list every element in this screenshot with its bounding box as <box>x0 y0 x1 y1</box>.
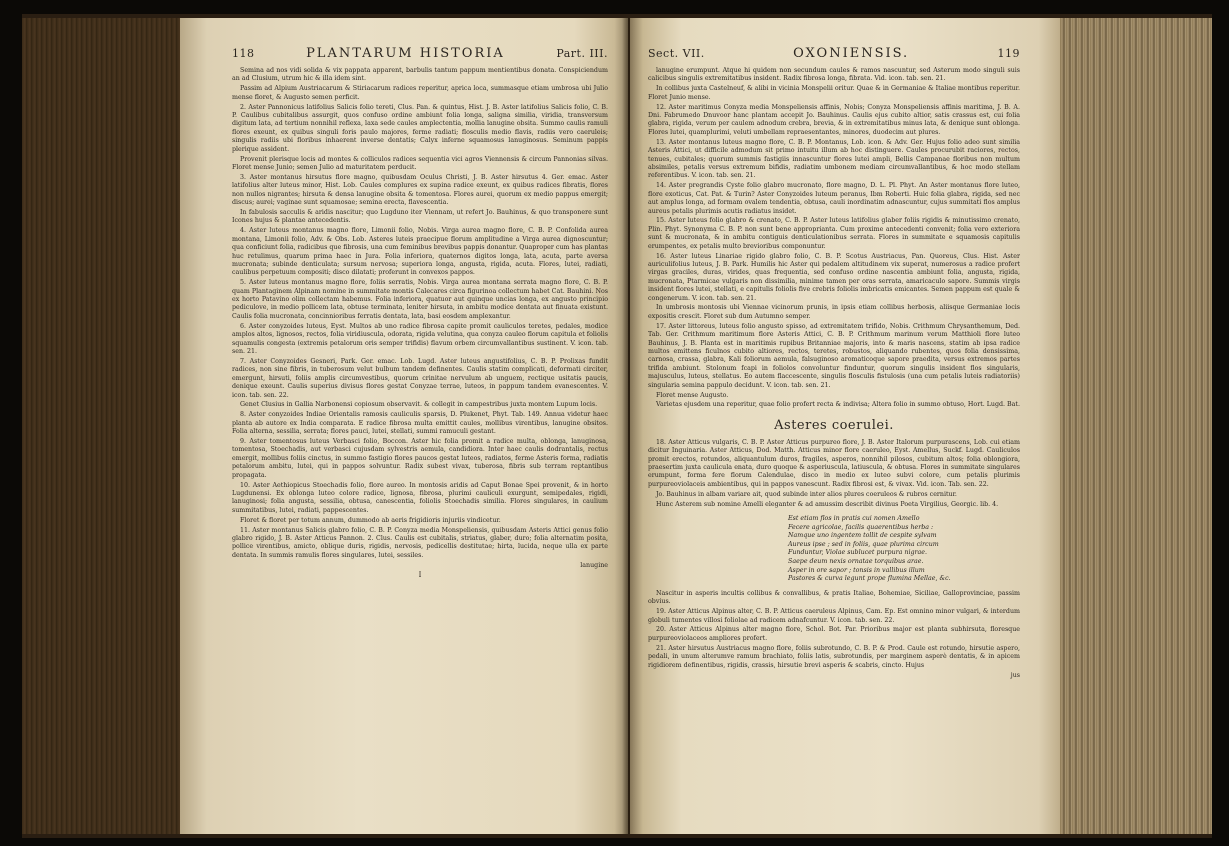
left-page-edges <box>22 18 180 834</box>
right-paragraph: Hunc Asterem sub nomine Amelli eleganter & ad amussim describit divinus Poeta Virgilius, Georgic. lib. 4. <box>656 500 999 508</box>
poem-line: Namque uno ingentem tollit de cespite sylvam <box>788 532 937 540</box>
right-running-head <box>648 46 1020 61</box>
left-paragraph: 2. Aster Pannonicus latifolius Salicis folio tereti, Clus. Pan. & quintus, Hist. J. B. Aster latifolius Salicis folio, C. B. P. Caulibus cubitalibus assurgit, quos confuso ordine ambiunt folia longa, saligna similia, viridia, transversum digitum lata, ad tertium nonnihil reflexa, laxa sede caules amplectentia, mollia lanugine obsita. Summo caulis ramuli flores exeunt, ex quibus singuli foris paulo majores, ferme radiati; flosculis medio flavis, radiis vero caeruleis; singulis radiis ubi floribus inhaerent inverse dentatis; Calyx inferne squamosus lanuginosus. Seminum pappis plerique assident. <box>232 103 608 153</box>
left-paragraph: In fabulosis sacculis & aridis nascitur; quo Lugduno iter Viennam, ut refert Jo. Bauhinus, & quo transponere sunt Icones hujus & plantae antecedentis. <box>232 209 608 225</box>
right-paragraph: Floret mense Augusto. <box>656 391 729 399</box>
left-running-head <box>232 46 608 61</box>
right-paragraph: In collibus juxta Castelneuf, & alibi in vicinia Monspelii oritur. Quae & in Germaniae & Italiae montibus reperitur. Floret Junio mense. <box>648 85 1020 101</box>
left-page <box>180 18 628 834</box>
right-page-number: 119 <box>997 47 1020 60</box>
right-paragraph: Varietas ejusdem una reperitur, quae folio profert recta & indivisa; Altera folio in summo obtuso, Hort. Lugd. Bat. <box>656 401 1020 409</box>
left-paragraph: Provenit plerisque locis ad montes & colliculos radices sequentia vici agros Viennensis & circum Pannonias silvas. Floret mense Junio; semen Julio ad maturitatem perducit. <box>232 155 608 171</box>
left-signature-mark: I <box>418 571 422 580</box>
right-paragraph: 14. Aster pregrandis Cyste folio glabro mucronato, flore magno, D. L. Pl. Phyt. An Aster montanus flore luteo, flore exoticus, Cat. Pat. & Turin? Aster Conyzoides luteum peranus, Ibm Roberti. Huic folia glabra, rigida, sed nec aut amplus longa, ad formam ovalem tendentia, obtusa, cauli inordinatim adnascuntur, cujus summitati flos amplus aureus petalis plurimis acutis radiatus insidet. <box>648 182 1020 215</box>
section-heading: Asteres coerulei. <box>774 417 894 433</box>
left-paragraph: 11. Aster montanus Salicis glabro folio, C. B. P. Conyza media Monspeliensis, quibusdam Asteris Attici genus folio glabro rigido, J. B. Aster Atticus Pannon. 2. Clus. Caulis est cubitalis, striatus, glaber, duro; folia alternatim posita, pollice virentibus, amicto, oblique duris, rigidis, nervosis, pedicellis destitutae; hirta, lucida, neque ulla ex parte dentata. In summis ramulis flores singulares, lutei, sessiles. <box>232 526 608 559</box>
right-paragraph: 19. Aster Atticus Alpinus alter, C. B. P. Atticus caeruleus Alpinus, Cam. Ep. Est omnino minor vulgari, & interdum globuli tumentes villosi foliolae ad radicem adnafcuntur. V. icon. tab. sen. 22. <box>648 608 1020 624</box>
right-paragraph: 13. Aster montanus luteus magno flore, C. B. P. Montanus, Lob. icon. & Adv. Ger. Hujus folio adeo sunt similia Asteris Attici, ut difficile admodum sit primo intuitu illum ab hoc distinguere. Caules procurubit raciores, rectos, tenues, cubitales; quorum summis fastigiis innascuntur flores lutei ampli, Bellis Campanae floribus non multum absimiles, petalis versus extremum bifidis, radiatim umbonem mediam circumvallantibus, & hoc modo stellam referentibus. V. icon. tab. sen. 21. <box>648 138 1020 180</box>
left-paragraph: 8. Aster conyzoides Indiae Orientalis ramosis cauliculis sparsis, D. Plukenet, Phyt. Tab. 149. Annua videtur haec planta ab autore ex India comparata. E radice fibrosa multa emittit caules, mollibus virentibus, lanugine obsitos. Folia alterna, sessilia, serrata; flores pauci, lutei, stellati, summi ramuculi gestant. <box>232 411 608 436</box>
right-page <box>630 18 1060 834</box>
left-paragraph: 3. Aster montanus hirsutus flore magno, quibusdam Oculus Christi, J. B. Aster hirsutus 4. Ger. emac. Aster latifolius alter luteus minor, Hist. Lob. Caules complures ex supina radice exeunt, ex quibus radices fibratis, flores non nullos nigrantes; hirsuta & densa lanugine obsita & tomentosa. Flores aurei, quorum ex medio pappus emergit; discus; aurei; vaginae sunt squamosae; semina erecta, flavescentia. <box>232 173 608 207</box>
left-catchword: lanugine <box>580 562 608 570</box>
right-paragraph: 17. Aster littoreus, luteus folio angusto spisso, ad extremitatem trifido, Nobis. Crithmum Chrysanthemum, Ded. Tab. Ger. Crithmum maritimum flore Asteris Attici, C. B. P. Crithmum marinum verum Matthioli flore luteo Bauhinus, J. B. Planta est in maritimis rupibus Britanniae majoris, into & maris nascens, statim ab ipsa radice multos emittens ficulnos cubito altiores, rectos, teretes, robustos, aliquando rubentes, quos folia densissima, carnosa, crassa, glabra, Kali foliorum aemula, falsuginoso aromaticoque sapore praedita, versus extremos partes trifida ambiunt. Stolonum fcapi in foliolos convoluntur finduntur, quorum singulis insident flos singularis, majusculus, luteus, stellatus. Eo autem flaccescente, singulis flosculis fistulosis (una cum petalis luteis radiatoriis) singularia semina pappulo decidunt. V. icon. tab. sen. 21. <box>648 322 1020 389</box>
right-page-edges <box>1060 18 1212 834</box>
left-part-label: Part. III. <box>556 47 608 60</box>
left-paragraph: 7. Aster Conyzoides Gesneri, Park. Ger. emac. Lob. Lugd. Aster luteus angustifolius, C. B. P. Prolixas fundit radices, non sine fibris, in tuberosum velut bulbum tandem definentes. Caulis statim complicati, deformati circiter, emergunt, hirsuti, foliis amplis circumvestibus, quorum crinitae nervulum ab unguem, rectique usitatis paucis, denique exeunt. Caulis superius divisus flores gestat Conyzae terrae, luteos, in pappum tandem evanescentes. V. icon. tab. sen. 22. <box>232 357 608 399</box>
left-paragraph: Floret & floret per totum annum, dummodo ab aeris frigidioris injuriis vindicetur. <box>240 516 501 524</box>
poem-line: Saepe deum nexis ornatae torquibus arae. <box>788 558 924 566</box>
right-running-title: OXONIENSIS. <box>793 46 910 61</box>
right-paragraph: 12. Aster maritimus Conyza media Monspeliensis affinis, Nobis; Conyza Monspeliensis affinis maritima, J. B. A. Dni. Fabrumedo Dnuvoor hanc plantam accepit Jo. Bauhinus. Caulis ejus cubito altior, satis crassus est, cui folia glabra, rigida, verum per caulem adnodum crebra, brevia, & in extremitatibus minus lata, & denique sunt oblonga. Flores lutei, quamplurimi, veluti umbellam repraesentantes, minores, duodecim aut plures. <box>648 103 1020 136</box>
left-paragraph: Genet Clusius in Gallia Narbonensi copiosum observavit. & collegit in campestribus juxta montem Lupum locis. <box>240 401 598 409</box>
right-paragraph: 15. Aster luteus folio glabro & crenato, C. B. P. Aster luteus latifolius glaber foliis rigidis & minutissimo crenato, Plin. Phyt. Synonyma C. B. P. non sunt bene approprianta. Cum proxime antecedenti convenit; folia vero exteriora sunt & mucronata, & in ambitu contiguis denticulationibus serrata. Flores in summitate e squamosis capitulis erumpentes, ex petalis multo brevioribus componuntur. <box>648 217 1020 250</box>
left-paragraph: 4. Aster luteus montanus magno flore, Limonii folio, Nobis. Virga aurea magno flore, C. B. P. Confolida aurea montana, Limonii folio, Adv. & Obs. Lob. Asteres luteis praecipue florum amplitudine a Virga aurea dignoscuntur; qua conficiunt folia, radicibus que fibrosis, una cum feminibus brevibus pappis donantur. Quaproper cum has plantas huc retulimus, quarum prima haec in Jura. Folia inferiora, quaternos digitos longa, lata, acuta, parte aversa mucronata; subinde denticulata; sursum nervosa; superiora longa, angusta, rigida, acuta. Flores, lutei, radiati, caulibus perpetuum compositi; disco dilatati; proferunt in convexos pappos. <box>232 227 608 277</box>
right-paragraph: Jo. Bauhinus in albam variare ait, quod subinde inter alios plures coeruleos & rubros cernitur. <box>656 490 957 498</box>
right-section-label: Sect. VII. <box>648 47 705 60</box>
right-paragraph: 20. Aster Atticus Alpinus alter magno flore, Schol. Bot. Par. Prioribus major est planta subhirsuta, floresque purpureoviolaceos ampliores profert. <box>648 626 1020 642</box>
left-paragraph: Passim ad Alpium Austriacarum & Stiriacarum radices reperitur, aprica loca, summasque etiam umbrosa ubi Julio mense floret, & Augusto semen perficit. <box>232 85 608 101</box>
left-paragraph: 9. Aster tomentosus luteus Verbasci folio, Boccon. Aster hic folia promit a radice multa, oblonga, lanuginosa, tomentosa, Stoechadis, aut verbasci cujusdam sylvestris aemula, candidiora. Inter haec caulis dodrantalis, rectus emergit, mollibus foliis cinctus, in summo fastigio flores paucos gestat luteos, radiatos, ferme Asteris forma, radiatis petalorum ambitu, lutei, qui in pappos solvuntur. Radix subest vivax, tuberosa, fibris sub terram reptantibus propagata. <box>232 438 608 479</box>
right-paragraph: In umbrosis montosis ubi Viennae vicinorum prunis, in ipsis etiam collibus herbosis, aliisque Germaniae locis expositis crescit. Floret sub dum Autumno semper. <box>648 304 1020 320</box>
poem-line: Est etiam flos in pratis cui nomen Amello <box>788 515 920 523</box>
right-page-body-bottom <box>648 590 1020 670</box>
right-paragraph: lanugine erumpunt. Atque hi quidem non secundum caules & ramos nascuntur, sed Asterum modo singuli suis calicibus singulis extremitatibus insident. Radix fibrosa longa, fibrata. Vid. icon. tab. sen. 21. <box>648 67 1020 83</box>
right-page-body-mid <box>648 439 1020 509</box>
right-page-body-top <box>648 67 1020 410</box>
right-paragraph: 18. Aster Atticus vulgaris, C. B. P. Aster Atticus purpureo flore, J. B. Aster Italorum purpurascens, Lob. cui etiam dicitur Inguinaria. Aster Atticus, Dod. Matth. Atticus minor flore caeruleo, Eyst. Amellus, Suckf. Lugd. Cauliculos promit erectos, rotundos, aliquantulum duros, fragiles, asperos, nonnihil pilosos, cubitum altos; folia oblongiora, praesertim juxta caulicula enata, duro quoque & asperiuscula, latiuscula, & obtusa. Flores in summitate singulares erumpunt, forma fere florum Calendulae, disco in medio ex luteo subvi colore, cum petalis plurimis purpureoviolaceis ambientibus, qui in pappos vanescunt. Radix fibrosi est, & vivax. Vid. icon. Tab. sen. 22. <box>648 438 1020 488</box>
left-paragraph: Semina ad nos vidi solida & vix pappata apparent, barbulis tantum pappum mentientibus donata. Conspiciendum an ad Clusium, utrum hic & illa idem sint. <box>232 67 608 83</box>
poem-line: Aureus ipse ; sed in foliis, quae plurima circum <box>788 540 939 548</box>
left-running-title: PLANTARUM HISTORIA <box>306 46 505 61</box>
right-paragraph: 16. Aster luteus Linariae rigido glabro folio, C. B. P. Scotus Austriacus, Pan. Quoreus, Clus. Hist. Aster auriculifolius luteus, J. B. Park. Humilis hic Aster qui pedalem altitudinem vix superat, numerosus a radice profert virgas graciles, duras, virides, quas frequentia, sed confuso ordine nascentia ambiunt folia, angusta, rigida, mucronata, Ptarmicae vulgaris non dissimilia, minime tamen per oras serrata, amaricaculo sapore. Summis virgis insident flores lutei, stellati, e capitulis foliolis five crebris foliolis imbricatis emicantes. Semen pappum est quale & congenerum. V. icon. tab. sen. 21. <box>648 252 1020 302</box>
left-paragraph: 5. Aster luteus montanus magno flore, foliis serratis, Nobis. Virga aurea montana serrata magno flore, C. B. P. quam Plantaginem Alpinam nomine in summitate montis Calecares circa figurinoa collectum habet Cat. Bauhini. Nos ex horto Patavino olim collectam habemus. Folia inferiora, quatuor aut quinque uncias longa, ex angusto principio pediculove, in medio pollicem lata, obtuse terminata, leniter hirsuta, in ambitu modice dentata aut finuata existunt. Caulis folia mucronata, concinnioribus ferratis dentata, lata, basi eosdem amplexantur. <box>232 279 608 320</box>
right-catchword: jus <box>1010 672 1020 679</box>
poem-line: Fecere agricolae, facilis quaerentibus herba : <box>788 523 934 531</box>
poem-line: Asper in ore sapor ; tonsis in vallibus illum <box>788 566 925 574</box>
right-paragraph: Nascitur in asperis incultis collibus & convallibus, & pratis Italiae, Bohemiae, Siciliae, Galloprovinciae, passim obvius. <box>648 589 1020 606</box>
left-paragraph: 10. Aster Aethiopicus Stoechadis folio, flore aureo. In montosis aridis ad Caput Bonae Spei provenit, & in horto Lugdunensi. Ex oblonga luteo colore radice, lignosa, fibrosa, plurimi cauliculi exurgunt, semipedales, rigidi, lanuginosi; folia angusta, sessilia, obtusa, canescentia, foliolis Stoechadis similia. Flores singulares, in caulium summitatibus, lutei, radiati, pappescentes. <box>232 481 608 514</box>
left-page-body <box>232 67 608 560</box>
left-paragraph: 6. Aster conyzoides luteus, Eyst. Multos ab uno radice fibrosa capite promit cauliculos teretes, pedales, modice amplos altos, lignosos, rectos, folia viridiuscula, odorata, rigida velutina, qua conyza cauleo florum capitula et foliolis squamulis congesta (extremis petalorum oris semper trifidis) flavum orbem circumvallantibus sustinent. V. icon. tab. sen. 21. <box>232 322 608 355</box>
poem-line: Funduntur, Violae sublucet purpura nigrae. <box>788 549 927 557</box>
left-page-number: 118 <box>232 47 255 60</box>
virgil-poem <box>648 515 1020 584</box>
right-paragraph: 21. Aster hirsutus Austriacus magno flore, foliis subrotundo, C. B. P. & Prod. Caule est rotundo, hirsutie aspero, pedali, in unum alterumve ramum brachiato, foliis latis, subrotundis, per marginem asperè dentatis, & in apicem rigidiorem definentibus, rigidis, crassis, hirsutie brevi asperis & scabris, cincto. Hujus <box>648 644 1020 669</box>
poem-line: Pastores & curva legunt prope flumina Mellae, &c. <box>788 575 951 583</box>
open-book <box>22 14 1212 838</box>
